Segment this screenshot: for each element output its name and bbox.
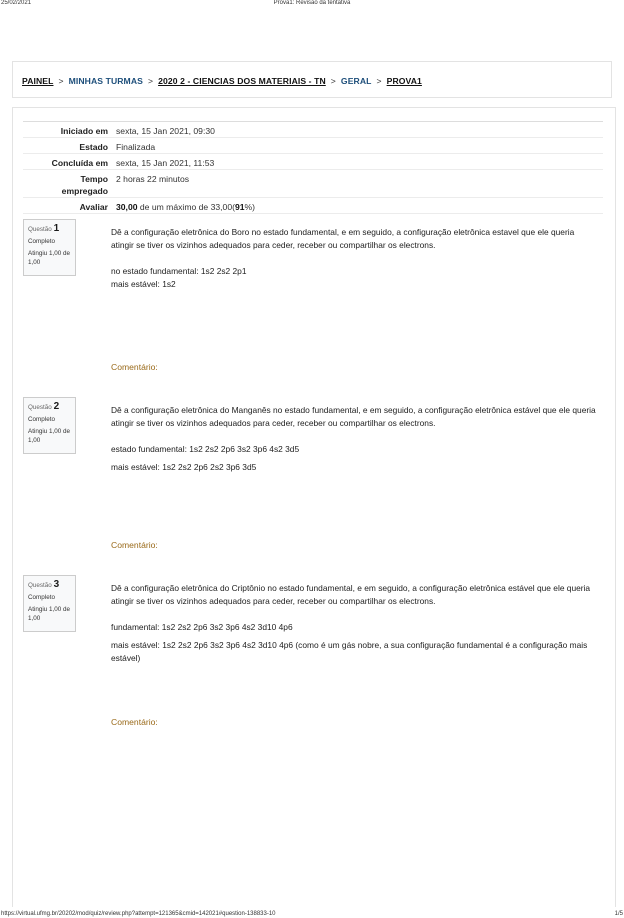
summary-row-time [23,170,603,198]
time-label-line2: empregado [61,186,108,196]
summary-row-started [23,122,603,138]
grade-percent-sign: %) [244,202,256,212]
print-url: https://virtual.ufmg.br/20202/mod/quiz/review.php?attempt=121365&cmid=142021#question-138833-10 [1,911,276,917]
print-footer [0,908,624,918]
question-mark: Atingiu 1,00 de 1,00 [28,428,71,444]
state-label: Estado [79,142,108,152]
grade-max: de um máximo de 33,00( [137,202,235,212]
answer-line: mais estável: 1s2 [111,279,176,289]
answer-line: fundamental: 1s2 2s2 2p6 3s2 3p6 4s2 3d10 4p6 [111,622,293,632]
question-status: Completo [28,416,55,423]
completed-label: Concluída em [51,158,108,168]
started-label: Iniciado em [60,126,108,136]
summary-row-state [23,138,603,154]
question-text-1: Dê a configuração eletrônica do Boro no estado fundamental, e em seguido, a configuração eletrônica estavel que ele queria atingir se tiver os vizinhos adequados para ceder, receber ou compartilhar os electrons. [111,227,575,250]
breadcrumb [22,76,422,86]
breadcrumb-link-course[interactable]: 2020 2 - CIENCIAS DOS MATERIAIS - TN [158,76,326,86]
answer-line: mais estável: 1s2 2s2 2p6 2s2 3p6 3d5 [111,462,257,472]
breadcrumb-link-geral[interactable]: GERAL [340,76,372,86]
print-date: 25/02/2021 [1,0,32,6]
summary-row-grade [23,198,603,214]
comment-label-2: Comentário: [111,540,158,550]
summary-row-completed [23,154,603,170]
comment-label-1: Comentário: [111,362,158,372]
print-title: Prova1: Revisão da tentativa [273,0,351,6]
grade-score: 30,00 [116,202,138,212]
answer-2 [111,443,596,474]
breadcrumb-separator: > [330,76,336,86]
answer-line: estado fundamental: 1s2 2s2 2p6 3s2 3p6 4s2 3d5 [111,444,300,454]
question-number: Questão 1 [28,223,60,234]
time-label [23,173,116,197]
question-number: Questão 3 [28,579,60,590]
breadcrumb-separator: > [58,76,64,86]
question-status: Completo [28,238,55,245]
question-text-2: Dê a configuração eletrônica do Manganês no estado fundamental, e em seguido, a configuração eletrônica estável que ele queria atingir se tiver os vizinhos adequados para ceder, receber ou compartilhar os electrons. [111,405,596,428]
grade-label: Avaliar [79,202,108,212]
attempt-summary-table [23,121,603,214]
question-info-3 [23,575,76,632]
time-label-line1: Tempo [80,174,108,184]
print-page-number: 1/5 [614,911,623,917]
print-header [0,0,624,10]
breadcrumb-link-prova1[interactable]: PROVA1 [386,76,422,86]
question-status: Completo [28,594,55,601]
question-mark: Atingiu 1,00 de 1,00 [28,606,71,622]
started-value: sexta, 15 Jan 2021, 09:30 [116,126,215,136]
breadcrumb-separator: > [376,76,382,86]
time-value: 2 horas 22 minutos [116,174,190,184]
answer-line: mais estável: 1s2 2s2 2p6 3s2 3p6 4s2 3d10 4p6 (como é um gás nobre, a sua configuração fundamental é a configuração mais estável) [111,640,588,663]
question-text-3: Dê a configuração eletrônica do Criptônio no estado fundamental, e em seguido, a configuração eletrônica estável que ele queria atingir se tiver os vizinhos adequados para ceder, receber ou compartilhar os electrons. [111,583,591,606]
answer-line: no estado fundamental: 1s2 2s2 2p1 [111,266,247,276]
breadcrumb-link-painel[interactable]: PAINEL [22,76,54,86]
grade-value [116,201,255,213]
question-mark: Atingiu 1,00 de 1,00 [28,250,71,266]
question-number: Questão 2 [28,401,60,412]
breadcrumb-link-minhas-turmas[interactable]: MINHAS TURMAS [68,76,143,86]
state-value: Finalizada [116,142,156,152]
breadcrumb-separator: > [147,76,154,86]
question-info-2 [23,397,76,454]
answer-3 [111,621,596,665]
completed-value: sexta, 15 Jan 2021, 11:53 [116,158,215,168]
comment-label-3: Comentário: [111,717,158,727]
grade-percent: 91 [234,202,245,212]
question-info-1 [23,219,76,276]
breadcrumb-container [12,61,612,98]
answer-1 [111,265,596,291]
